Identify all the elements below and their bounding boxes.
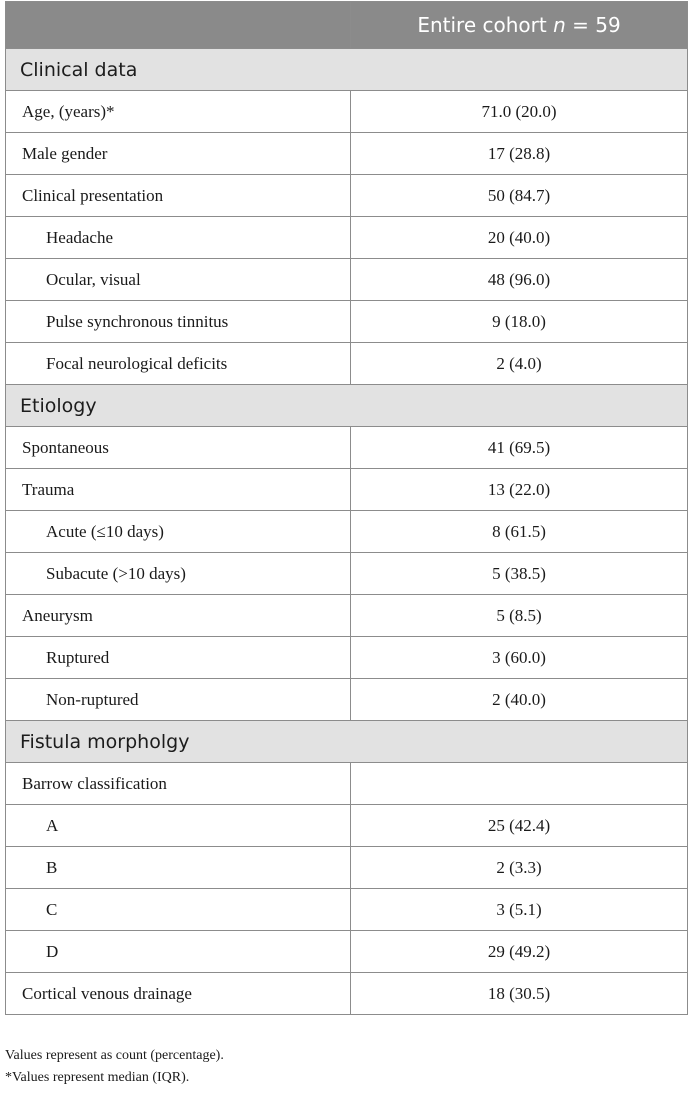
table-row [6,889,688,931]
section-header-row [6,385,688,427]
header-cell-blank [6,2,351,49]
table-body [6,49,688,1015]
row-value: 20 (40.0) [351,217,688,259]
section-title: Etiology [6,385,688,427]
table-row [6,595,688,637]
row-value: 29 (49.2) [351,931,688,973]
footnote: *Values represent median (IQR). [5,1070,190,1085]
row-value: 9 (18.0) [351,301,688,343]
row-label: Clinical presentation [6,175,351,217]
row-value: 5 (38.5) [351,553,688,595]
row-label: C [6,889,351,931]
row-value: 18 (30.5) [351,973,688,1015]
row-label: D [6,931,351,973]
row-label: Focal neurological deficits [6,343,351,385]
row-value: 8 (61.5) [351,511,688,553]
row-value: 48 (96.0) [351,259,688,301]
row-label: Ruptured [6,637,351,679]
table-row [6,427,688,469]
row-value: 2 (4.0) [351,343,688,385]
table-row [6,175,688,217]
section-header-row [6,49,688,91]
row-label: Barrow classification [6,763,351,805]
row-label: Headache [6,217,351,259]
table-row [6,931,688,973]
table-row [6,343,688,385]
row-label: Acute (≤10 days) [6,511,351,553]
row-label: A [6,805,351,847]
row-label: Ocular, visual [6,259,351,301]
table-row [6,763,688,805]
row-value [351,763,688,805]
table-row [6,133,688,175]
section-title: Fistula morpholgy [6,721,688,763]
table-row [6,217,688,259]
table-row [6,805,688,847]
row-value: 5 (8.5) [351,595,688,637]
section-title: Clinical data [6,49,688,91]
row-label: Cortical venous drainage [6,973,351,1015]
table-row [6,469,688,511]
row-value: 41 (69.5) [351,427,688,469]
row-label: Spontaneous [6,427,351,469]
footnotes [5,1045,224,1089]
footnote: Values represent as count (percentage). [5,1048,224,1063]
table-row [6,511,688,553]
table-row [6,679,688,721]
table-row [6,553,688,595]
row-value: 2 (40.0) [351,679,688,721]
row-value: 13 (22.0) [351,469,688,511]
row-label: Aneurysm [6,595,351,637]
header-suffix: = 59 [565,13,621,37]
row-label: Non-ruptured [6,679,351,721]
header-cell-cohort [351,2,688,49]
row-value: 17 (28.8) [351,133,688,175]
row-value: 71.0 (20.0) [351,91,688,133]
row-label: Pulse synchronous tinnitus [6,301,351,343]
row-value: 3 (60.0) [351,637,688,679]
header-prefix: Entire cohort [417,13,554,37]
row-value: 50 (84.7) [351,175,688,217]
table-row [6,259,688,301]
table-row [6,91,688,133]
table-row [6,973,688,1015]
row-label: Subacute (>10 days) [6,553,351,595]
row-value: 2 (3.3) [351,847,688,889]
header-n-variable: n [553,13,566,37]
row-value: 3 (5.1) [351,889,688,931]
table-row [6,637,688,679]
table-header-row [6,2,688,49]
section-header-row [6,721,688,763]
row-label: B [6,847,351,889]
cohort-table [5,1,688,1015]
row-label: Age, (years)* [6,91,351,133]
row-value: 25 (42.4) [351,805,688,847]
table-row [6,301,688,343]
table-container [5,1,687,1015]
row-label: Trauma [6,469,351,511]
row-label: Male gender [6,133,351,175]
table-row [6,847,688,889]
